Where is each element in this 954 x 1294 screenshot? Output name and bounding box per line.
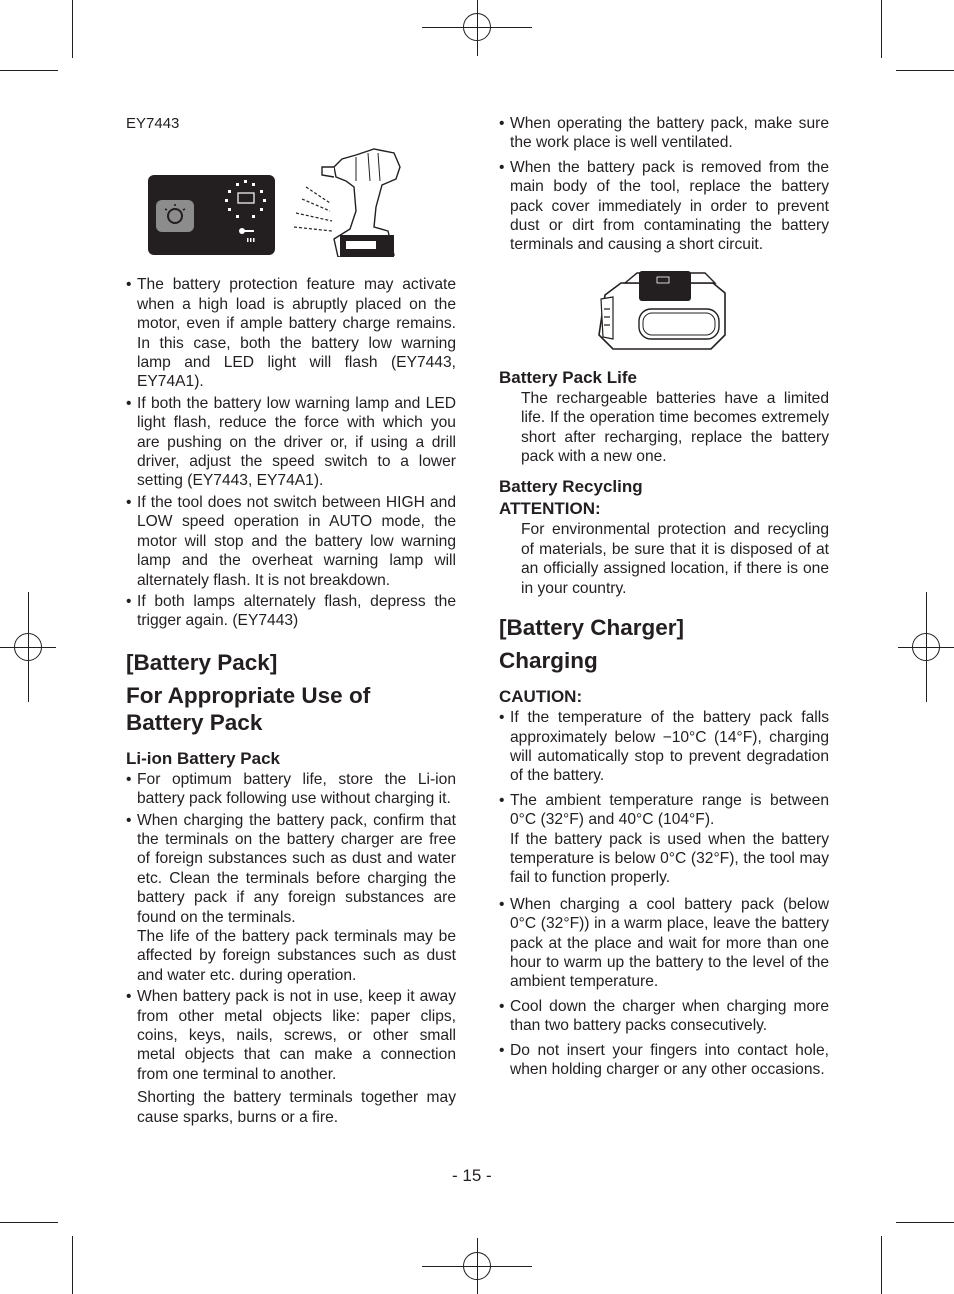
list-item: • If both the battery low warning lamp and LED light flash, reduce the force with which you are pushing on the driver or, if using a drill driver, adjust the speed switch to a lower setting (EY7443, EY74A1). xyxy=(126,394,456,491)
list-item: • The ambient temperature range is between 0°C (32°F) and 40°C (104°F). xyxy=(499,791,829,830)
caution-heading: CAUTION: xyxy=(499,687,583,707)
list-item: • Do not insert your fingers into contact hole, when holding charger or any other occasions. xyxy=(499,1041,829,1080)
list-item: • If the temperature of the battery pack falls approximately below −10°C (14°F), charging will automatically stop to prevent degradation of the battery. xyxy=(499,708,829,786)
battery-life-heading: Battery Pack Life xyxy=(499,367,637,387)
list-item: • When charging a cool battery pack (below 0°C (32°F)) in a warm place, leave the battery pack at the place and wait for more than one hour to warm up the battery to the level of the ambient temperature. xyxy=(499,895,829,992)
attention-heading: ATTENTION: xyxy=(499,499,601,519)
liion-bullet-list-2 xyxy=(126,987,456,1084)
list-item-text: When charging the battery pack, confirm that the terminals on the battery charger are free of foreign substances such as dust and water etc. Clean the terminals before charging the battery pack if any foreign substances are found on the terminals. xyxy=(137,811,456,926)
subsection-title-line-2: Battery Pack xyxy=(126,709,263,735)
recycling-text: For environmental protection and recycling of materials, be sure that it is disposed of at an officially assigned location, if there is one in your country. xyxy=(521,521,829,597)
liion-note-shorting: Shorting the battery terminals together may cause sparks, burns or a fire. xyxy=(137,1089,456,1126)
list-item: • When operating the battery pack, make sure the work place is well ventilated. xyxy=(499,114,829,153)
list-item xyxy=(126,811,456,927)
list-item: • When battery pack is not in use, keep it away from other metal objects like: paper clips, coins, keys, nails, screws, or other small metal objects that can make a connection from one terminal to another. xyxy=(126,987,456,1084)
control-panel-and-drill-figure xyxy=(126,147,456,257)
caution-bullet-list xyxy=(499,708,829,829)
liion-note-terminals: The life of the battery pack terminals may be affected by foreign substances such as dust and water etc. during operation. xyxy=(137,927,456,984)
subsection-title-charging: Charging xyxy=(499,648,598,674)
protection-bullet-list xyxy=(126,275,456,630)
caution-bullet-list-2 xyxy=(499,895,829,1080)
list-item: • If the tool does not switch between HIGH and LOW speed operation in AUTO mode, the motor will stop and the battery low warning lamp and the overheat warning lamp will alternately flash. It is not breakdown. xyxy=(126,493,456,590)
battery-pack-figure xyxy=(499,269,829,353)
battery-pack-illustration xyxy=(595,269,735,353)
section-title-battery-charger: [Battery Charger] xyxy=(499,615,685,641)
left-column xyxy=(126,114,456,1127)
subsection-title-line-1: For Appropriate Use of xyxy=(126,682,371,708)
liion-heading: Li-ion Battery Pack xyxy=(126,748,280,768)
list-item: • For optimum battery life, store the Li-ion battery pack following use without charging it. xyxy=(126,770,456,809)
ventilation-bullet-list xyxy=(499,114,829,255)
ambient-note: If the battery pack is used when the battery temperature is below 0°C (32°F), the tool may fail to function properly. xyxy=(510,830,829,887)
list-item: • When the battery pack is removed from the main body of the tool, replace the battery pack cover immediately in order to prevent dust or dirt from contaminating the battery terminals and causing a short circuit. xyxy=(499,158,829,255)
battery-life-text: The rechargeable batteries have a limited life. If the operation time becomes extremely short after recharging, replace the battery pack with a new one. xyxy=(521,389,829,466)
battery-recycling-heading: Battery Recycling xyxy=(499,477,643,497)
model-label: EY7443 xyxy=(126,115,180,132)
section-title-battery-pack: [Battery Pack] xyxy=(126,649,278,675)
liion-bullet-list xyxy=(126,770,456,927)
right-column xyxy=(499,114,829,1081)
page-number: - 15 - xyxy=(452,1166,492,1185)
list-item: • If both lamps alternately flash, depress the trigger again. (EY7443) xyxy=(126,592,456,631)
list-item: • Cool down the charger when charging more than two battery packs consecutively. xyxy=(499,997,829,1036)
control-panel-illustration xyxy=(146,147,446,257)
list-item: • The battery protection feature may activate when a high load is abruptly placed on the motor, even if ample battery charge remains. In this case, both the battery low warning lamp and LED light will flash (EY7443, EY74A1). xyxy=(126,275,456,391)
